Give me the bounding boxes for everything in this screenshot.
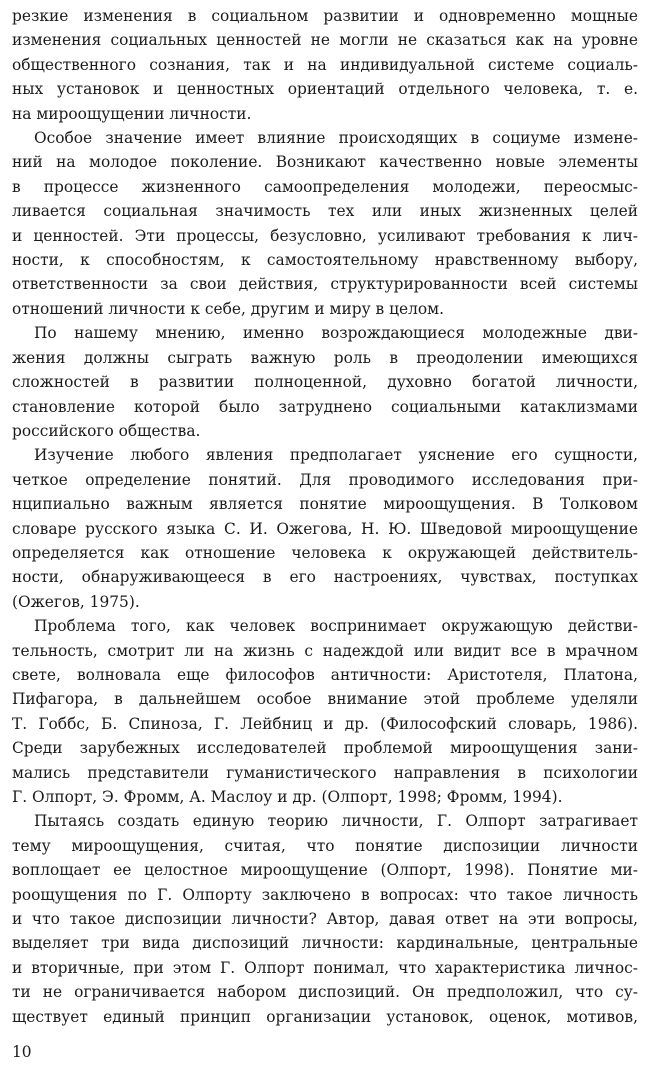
text-line: общественного сознания, так и на индивидуальной системе социаль- bbox=[12, 55, 638, 74]
text-line: ливается социальная значимость тех или иных жизненных целей bbox=[12, 202, 638, 221]
text-line: ных установок и ценностных ориентаций отдельного человека, т. е. bbox=[12, 80, 638, 99]
text-line: определяется как отношение человека к окружающей действитель- bbox=[12, 543, 638, 562]
text-line: выделяет три вида диспозиций личности: кардинальные, центральные bbox=[12, 934, 638, 953]
text-line: По нашему мнению, именно возрождающиеся молодежные дви- bbox=[34, 324, 638, 343]
text-line: четкое определение понятий. Для проводимого исследования при- bbox=[12, 470, 638, 489]
text-line: и ценностей. Эти процессы, безусловно, усиливают требования к лич- bbox=[12, 226, 638, 245]
text-line: ответственности за свои действия, структурированности всей системы bbox=[12, 275, 638, 294]
text-line: ности, к способностям, к самостоятельному нравственному выбору, bbox=[12, 251, 638, 270]
text-line: Изучение любого явления предполагает уяснение его сущности, bbox=[34, 446, 638, 465]
text-line: резкие изменения в социальном развитии и одновременно мощные bbox=[12, 7, 638, 25]
text-line: российского общества. bbox=[12, 421, 201, 440]
text-line: Пытаясь создать единую теорию личности, Г. Олпорт затрагивает bbox=[34, 812, 638, 831]
paragraph bbox=[12, 443, 638, 614]
text-line: Среди зарубежных исследователей проблемой мироощущения зани- bbox=[12, 739, 638, 758]
paragraph bbox=[12, 809, 638, 1029]
text-line: мались представители гуманистического направления в психологии bbox=[12, 763, 638, 782]
paragraph bbox=[12, 614, 638, 809]
text-line: тему мироощущения, считая, что понятие диспозиции личности bbox=[12, 836, 638, 855]
text-line: ществует единый принцип организации установок, оценок, мотивов, bbox=[12, 1007, 638, 1026]
text-line: сложностей в развитии полноценной, духовно богатой личности, bbox=[12, 373, 638, 392]
text-line: Г. Олпорт, Э. Фромм, А. Маслоу и др. (Олпорт, 1998; Фромм, 1994). bbox=[12, 788, 563, 806]
text-line: в процессе жизненного самоопределения молодежи, переосмыс- bbox=[12, 177, 638, 196]
text-line: ности, обнаруживающееся в его настроениях, чувствах, поступках bbox=[12, 568, 638, 587]
text-line: Т. Гоббс, Б. Спиноза, Г. Лейбниц и др. (Философский словарь, 1986). bbox=[12, 714, 638, 733]
text-line: Особое значение имеет влияние происходящих в социуме измене- bbox=[34, 129, 638, 148]
text-line: ний на молодое поколение. Возникают качественно новые элементы bbox=[12, 153, 638, 172]
text-line: свете, волновала еще философов античности: Аристотеля, Платона, bbox=[12, 665, 638, 684]
text-line: и вторичные, при этом Г. Олпорт понимал, что характеристика личнос- bbox=[12, 958, 638, 977]
text-line: Проблема того, как человек воспринимает окружающую действи- bbox=[34, 617, 638, 636]
paragraph bbox=[12, 4, 638, 126]
text-line: словаре русского языка С. И. Ожегова, Н. Ю. Шведовой мироощущение bbox=[12, 519, 638, 538]
text-line: роощущения по Г. Олпорту заключено в вопросах: что такое личность bbox=[12, 885, 638, 904]
paragraph bbox=[12, 126, 638, 321]
text-line: становление которой было затруднено социальными катаклизмами bbox=[12, 397, 638, 416]
text-line: воплощает ее целостное мироощущение (Олпорт, 1998). Понятие ми- bbox=[12, 861, 638, 880]
text-line: (Ожегов, 1975). bbox=[12, 592, 140, 611]
page-number: 10 bbox=[12, 1043, 32, 1061]
paragraph bbox=[12, 321, 638, 443]
text-line: Пифагора, в дальнейшем особое внимание этой проблеме уделяли bbox=[12, 690, 638, 709]
text-line: изменения социальных ценностей не могли не сказаться как на уровне bbox=[12, 31, 638, 50]
text-line: на мироощущении личности. bbox=[12, 104, 252, 123]
text-line: отношений личности к себе, другим и миру в целом. bbox=[12, 299, 445, 318]
text-line: жения должны сыграть важную роль в преодолении имеющихся bbox=[12, 348, 638, 367]
body-text bbox=[12, 4, 638, 1029]
text-line: тельность, смотрит ли на жизнь с надеждой или видит все в мрачном bbox=[12, 641, 638, 660]
text-line: и что такое диспозиции личности? Автор, давая ответ на эти вопросы, bbox=[12, 910, 638, 929]
text-line: нципиально важным является понятие мироощущения. В Толковом bbox=[12, 495, 638, 514]
text-line: ти не ограничивается набором диспозиций. Он предположил, что су- bbox=[12, 983, 638, 1002]
